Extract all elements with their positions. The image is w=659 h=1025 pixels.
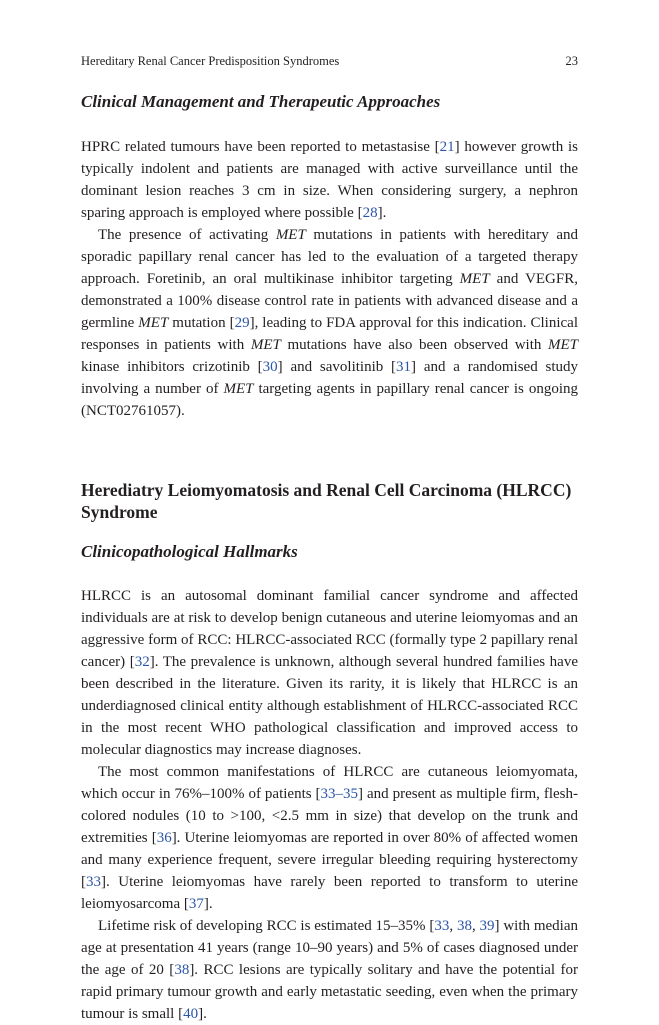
running-title: Hereditary Renal Cancer Predisposition Syndromes [81, 54, 340, 68]
running-head [81, 52, 578, 70]
citation-link[interactable]: 36 [156, 830, 172, 846]
gene-name: MET [250, 337, 281, 353]
page-body [81, 88, 578, 1025]
citation-link[interactable]: 33–35 [320, 786, 359, 802]
citation-link[interactable]: 40 [183, 1006, 199, 1022]
citation-link[interactable]: 21 [439, 139, 455, 155]
section-subheading-clinicopathological-hallmarks: Clinicopathological Hallmarks [81, 542, 298, 561]
citation-link[interactable]: 30 [262, 359, 278, 375]
section-subheading-clinical-management: Clinical Management and Therapeutic Approaches [81, 92, 441, 111]
gene-name: MET [459, 271, 490, 287]
gene-name: MET [223, 381, 254, 397]
citation-link[interactable]: 28 [362, 205, 378, 221]
paragraph-hlrcc-overview: HLRCC is an autosomal dominant familial cancer syndrome and affected individuals are at risk to develop benign cutaneous and uterine leiomyomas and an aggressive form of RCC: HLRCC-associated RCC (formally type 2 papillary renal cancer) [32]. The prevalence is unknown, although several hundred families have been described in the literature. Given its rarity, it is likely that HLRCC is an underdiagnosed clinical entity although establishment of HLRCC-associated RCC in the most recent WHO pathological classification and improved access to molecular diagnostics may increase diagnoses. [81, 588, 578, 758]
citation-link[interactable]: 33 [434, 918, 450, 934]
citation-link[interactable]: 31 [396, 359, 412, 375]
citation-link[interactable]: 29 [234, 315, 250, 331]
citation-link[interactable]: 37 [188, 896, 204, 912]
paragraph-rcc-risk: Lifetime risk of developing RCC is estimated 15–35% [33, 38, 39] with median age at presentation 41 years (range 10–90 years) and 5% of cases diagnosed under the age of 20 [38]. RCC lesions are typically solitary and have the potential for rapid primary tumour growth and early metastatic seeding, even when the primary tumour is small [40]. [81, 918, 578, 1022]
page-number: 23 [565, 54, 578, 68]
paragraph-hprc-metastasis: HPRC related tumours have been reported to metastasise [21] however growth is typically indolent and patients are managed with active surveillance until the dominant lesion reaches 3 cm in size. When considering surgery, a nephron sparing approach is employed where possible [28]. [81, 139, 578, 221]
citation-link[interactable]: 33 [86, 874, 101, 890]
section-heading-hlrcc: Herediatry Leiomyomatosis and Renal Cell Carcinoma (HLRCC) Syndrome [81, 480, 572, 522]
citation-link[interactable]: 32 [134, 654, 150, 670]
citation-link[interactable]: 38 [174, 962, 190, 978]
paragraph-met-targeted-therapy: The presence of activating MET mutations in patients with hereditary and sporadic papillary renal cancer has led to the evaluation of a targeted therapy approach. Foretinib, an oral multikinase inhibitor targeting MET and VEGFR, demonstrated a 100% disease control rate in patients with advanced disease and a germline MET mutation [29], leading to FDA approval for this indication. Clinical responses in patients with MET mutations have also been observed with MET kinase inhibitors crizotinib [30] and savolitinib [31] and a randomised study involving a number of MET targeting agents in papillary renal cancer is ongoing (NCT02761057). [81, 227, 578, 419]
paragraph-hlrcc-manifestations: The most common manifestations of HLRCC are cutaneous leiomyomata, which occur in 76%–100% of patients [33–35] and present as multiple firm, flesh-colored nodules (10 to >100, <2.5 mm in size) that develop on the trunk and extremities [36]. Uterine leiomyomas are reported in over 80% of affected women and many experience frequent, severe irregular bleeding requiring hysterectomy [33]. Uterine leiomyomas have rarely been reported to transform to uterine leiomyosarcoma [37]. [81, 764, 578, 912]
gene-name: MET [275, 227, 306, 243]
gene-name: MET [138, 315, 169, 331]
gene-name: MET [548, 337, 578, 353]
citation-link[interactable]: 39 [479, 918, 495, 934]
citation-link[interactable]: 38 [456, 918, 472, 934]
